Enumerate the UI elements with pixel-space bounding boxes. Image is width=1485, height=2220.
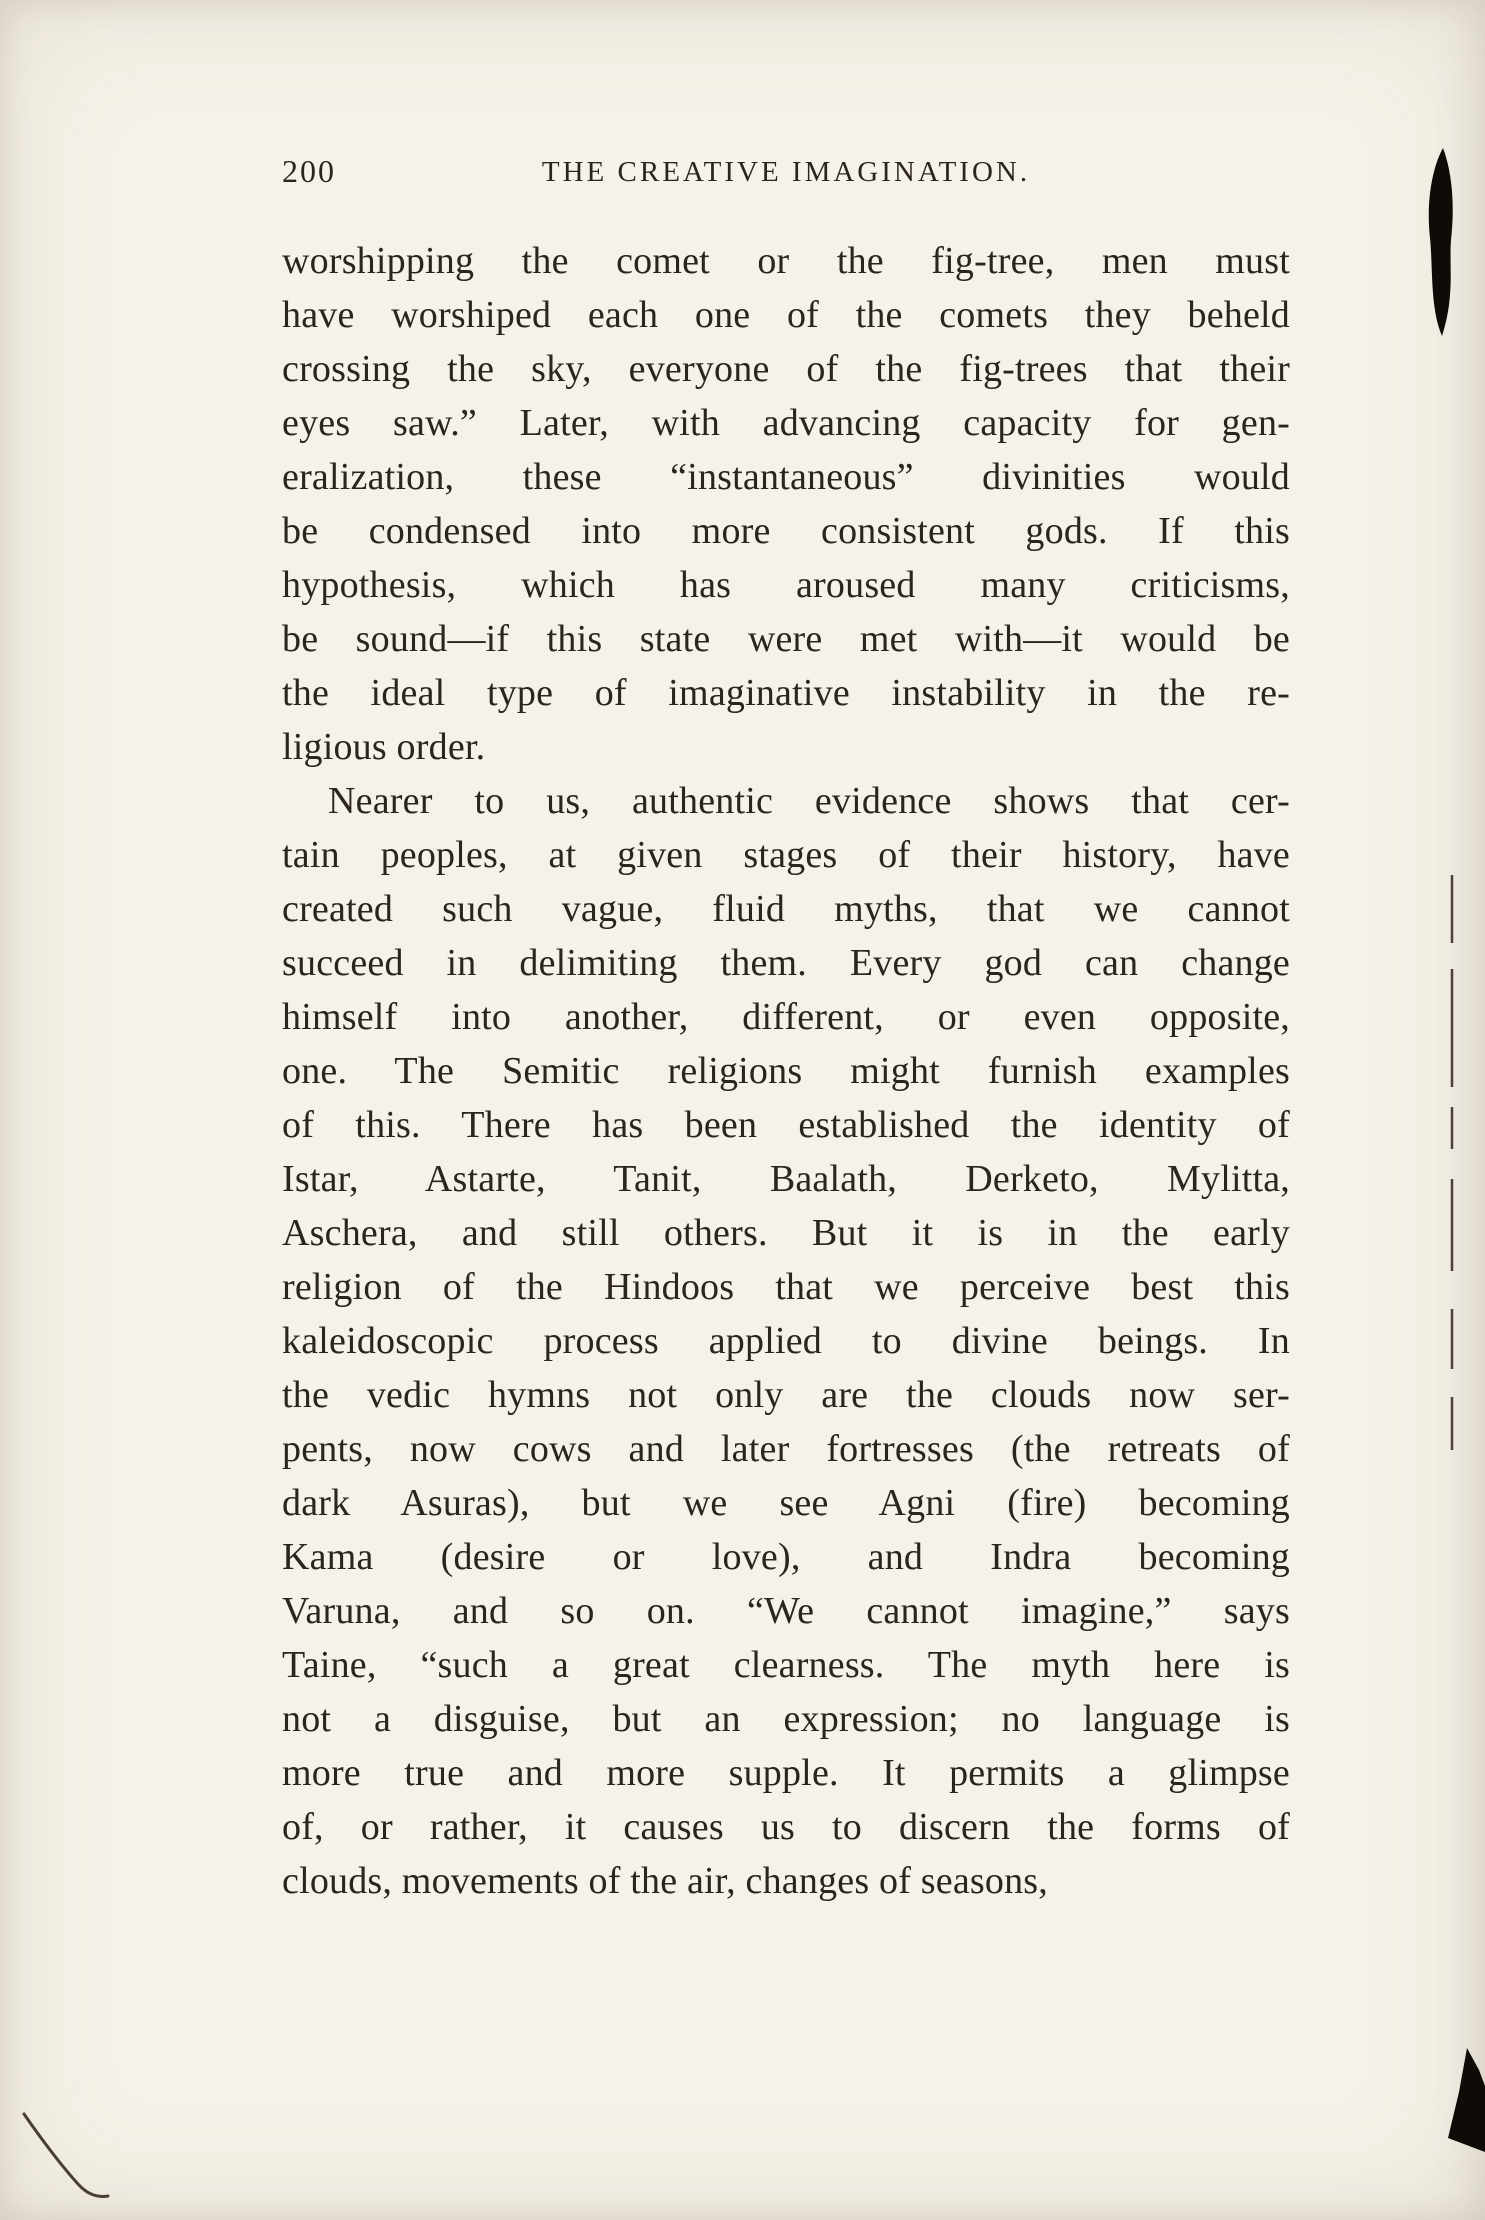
text-line: one. The Semitic religions might furnish examples	[282, 1050, 1290, 1092]
text-line: be condensed into more consistent gods. If this	[282, 510, 1290, 552]
pen-stroke-icon	[18, 2110, 113, 2210]
text-line: Istar, Astarte, Tanit, Baalath, Derketo, Mylitta,	[282, 1158, 1290, 1200]
text-line: of, or rather, it causes us to discern the forms of	[282, 1806, 1290, 1848]
ink-blot-icon	[1416, 146, 1466, 341]
text-line: pents, now cows and later fortresses (the retreats of	[282, 1428, 1290, 1470]
text-line: be sound—if this state were met with—it would be	[282, 618, 1290, 660]
text-line: created such vague, fluid myths, that we cannot	[282, 888, 1290, 930]
text-line: dark Asuras), but we see Agni (fire) becoming	[282, 1482, 1290, 1524]
text-line: Taine, “such a great clearness. The myth here is	[282, 1644, 1290, 1686]
text-line: tain peoples, at given stages of their history, have	[282, 834, 1290, 876]
page-header	[282, 150, 1290, 200]
paragraph	[282, 234, 1290, 774]
text-line: Kama (desire or love), and Indra becoming	[282, 1536, 1290, 1578]
text-line: himself into another, different, or even opposite,	[282, 996, 1290, 1038]
text-line: not a disguise, but an expression; no language is	[282, 1698, 1290, 1740]
paragraph	[282, 774, 1290, 1908]
text-line: religion of the Hindoos that we perceive best this	[282, 1266, 1290, 1308]
text-line: crossing the sky, everyone of the fig-trees that their	[282, 348, 1290, 390]
text-line: more true and more supple. It permits a glimpse	[282, 1752, 1290, 1794]
text-line: eralization, these “instantaneous” divinities would	[282, 456, 1290, 498]
text-line: succeed in delimiting them. Every god can change	[282, 942, 1290, 984]
text-line: have worshiped each one of the comets they beheld	[282, 294, 1290, 336]
running-title: THE CREATIVE IMAGINATION.	[541, 156, 1031, 188]
text-line: eyes saw.” Later, with advancing capacity for gen-	[282, 402, 1290, 444]
text-line: the ideal type of imaginative instability in the re-	[282, 672, 1290, 714]
ink-blot-icon	[1438, 2044, 1485, 2156]
text-line: Varuna, and so on. “We cannot imagine,” says	[282, 1590, 1290, 1632]
text-line: ligious order.	[282, 726, 486, 768]
scan-line-icon	[1448, 875, 1456, 1450]
text-line: kaleidoscopic process applied to divine beings. In	[282, 1320, 1290, 1362]
text-line: clouds, movements of the air, changes of seasons,	[282, 1860, 1048, 1902]
text-line: Aschera, and still others. But it is in the early	[282, 1212, 1290, 1254]
text-line: Nearer to us, authentic evidence shows that cer-	[328, 780, 1290, 822]
text-line: hypothesis, which has aroused many criticisms,	[282, 564, 1290, 606]
text-line: of this. There has been established the identity of	[282, 1104, 1290, 1146]
text-line: worshipping the comet or the fig-tree, men must	[282, 240, 1290, 282]
body-text	[282, 234, 1290, 1908]
text-line: the vedic hymns not only are the clouds now ser-	[282, 1374, 1290, 1416]
page-number: 200	[282, 153, 336, 189]
